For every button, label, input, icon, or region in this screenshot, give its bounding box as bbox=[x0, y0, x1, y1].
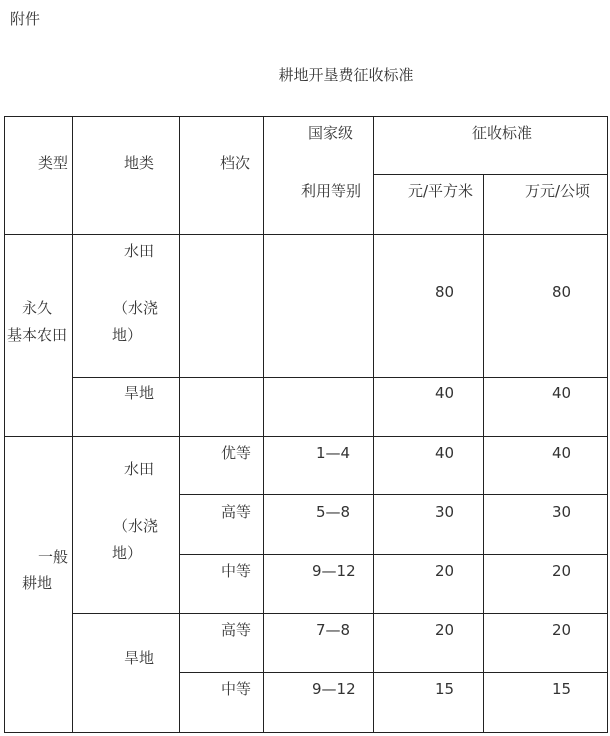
table-rule bbox=[179, 554, 608, 555]
yuan-cell: 40 bbox=[435, 384, 455, 402]
header-yuan-per-sqm: 元/平方米 bbox=[408, 182, 474, 200]
grade-cell: 中等 bbox=[221, 680, 252, 698]
wan-cell: 40 bbox=[552, 384, 572, 402]
land-class-cell: 旱地 bbox=[124, 384, 155, 402]
type-cell: 基本农田 bbox=[7, 326, 68, 344]
land-class-cell: 旱地 bbox=[124, 649, 155, 667]
land-class-cell: （水浇 bbox=[113, 299, 159, 317]
wan-cell: 15 bbox=[552, 680, 572, 698]
table-rule bbox=[4, 116, 5, 733]
type-cell: 永久 bbox=[22, 299, 53, 317]
wan-cell: 40 bbox=[552, 444, 572, 462]
yuan-cell: 20 bbox=[435, 621, 455, 639]
national-grade-cell: 7—8 bbox=[316, 621, 351, 639]
table-rule bbox=[179, 494, 608, 495]
land-class-cell: 地） bbox=[112, 326, 143, 344]
national-grade-cell: 9—12 bbox=[312, 562, 356, 580]
national-grade-cell: 9—12 bbox=[312, 680, 356, 698]
table-rule bbox=[373, 174, 608, 175]
national-grade-cell: 5—8 bbox=[316, 503, 351, 521]
type-cell: 一般 bbox=[38, 548, 69, 566]
land-class-cell: （水浇 bbox=[113, 517, 159, 535]
document-title: 耕地开垦费征收标准 bbox=[278, 66, 414, 84]
yuan-cell: 20 bbox=[435, 562, 455, 580]
table-rule bbox=[263, 116, 264, 733]
land-class-cell: 水田 bbox=[124, 460, 155, 478]
table-rule bbox=[72, 116, 73, 733]
header-grade: 档次 bbox=[220, 154, 251, 172]
table-rule bbox=[373, 116, 374, 733]
yuan-cell: 40 bbox=[435, 444, 455, 462]
header-wan-per-hectare: 万元/公顷 bbox=[525, 182, 591, 200]
table-rule bbox=[179, 116, 180, 733]
table-rule bbox=[483, 174, 484, 733]
header-national-grade: 国家级 bbox=[308, 124, 354, 142]
table-rule bbox=[607, 116, 608, 733]
table-rule bbox=[72, 613, 608, 614]
header-type: 类型 bbox=[38, 154, 69, 172]
land-class-cell: 地） bbox=[112, 544, 143, 562]
grade-cell: 高等 bbox=[221, 503, 252, 521]
table-rule bbox=[179, 672, 608, 673]
table-rule bbox=[4, 234, 608, 235]
grade-cell: 高等 bbox=[221, 621, 252, 639]
national-grade-cell: 1—4 bbox=[316, 444, 351, 462]
attachment-label: 附件 bbox=[10, 10, 41, 28]
wan-cell: 30 bbox=[552, 503, 572, 521]
yuan-cell: 15 bbox=[435, 680, 455, 698]
wan-cell: 80 bbox=[552, 283, 572, 301]
wan-cell: 20 bbox=[552, 621, 572, 639]
yuan-cell: 30 bbox=[435, 503, 455, 521]
table-rule bbox=[4, 732, 608, 733]
header-utilization-grade: 利用等别 bbox=[301, 182, 362, 200]
grade-cell: 优等 bbox=[221, 444, 252, 462]
grade-cell: 中等 bbox=[221, 562, 252, 580]
land-class-cell: 水田 bbox=[124, 242, 155, 260]
wan-cell: 20 bbox=[552, 562, 572, 580]
table-rule bbox=[4, 436, 608, 437]
table-rule bbox=[72, 377, 608, 378]
type-cell: 耕地 bbox=[22, 574, 53, 592]
header-standard: 征收标准 bbox=[472, 124, 533, 142]
header-land-class: 地类 bbox=[124, 154, 155, 172]
table-rule bbox=[4, 116, 608, 117]
yuan-cell: 80 bbox=[435, 283, 455, 301]
